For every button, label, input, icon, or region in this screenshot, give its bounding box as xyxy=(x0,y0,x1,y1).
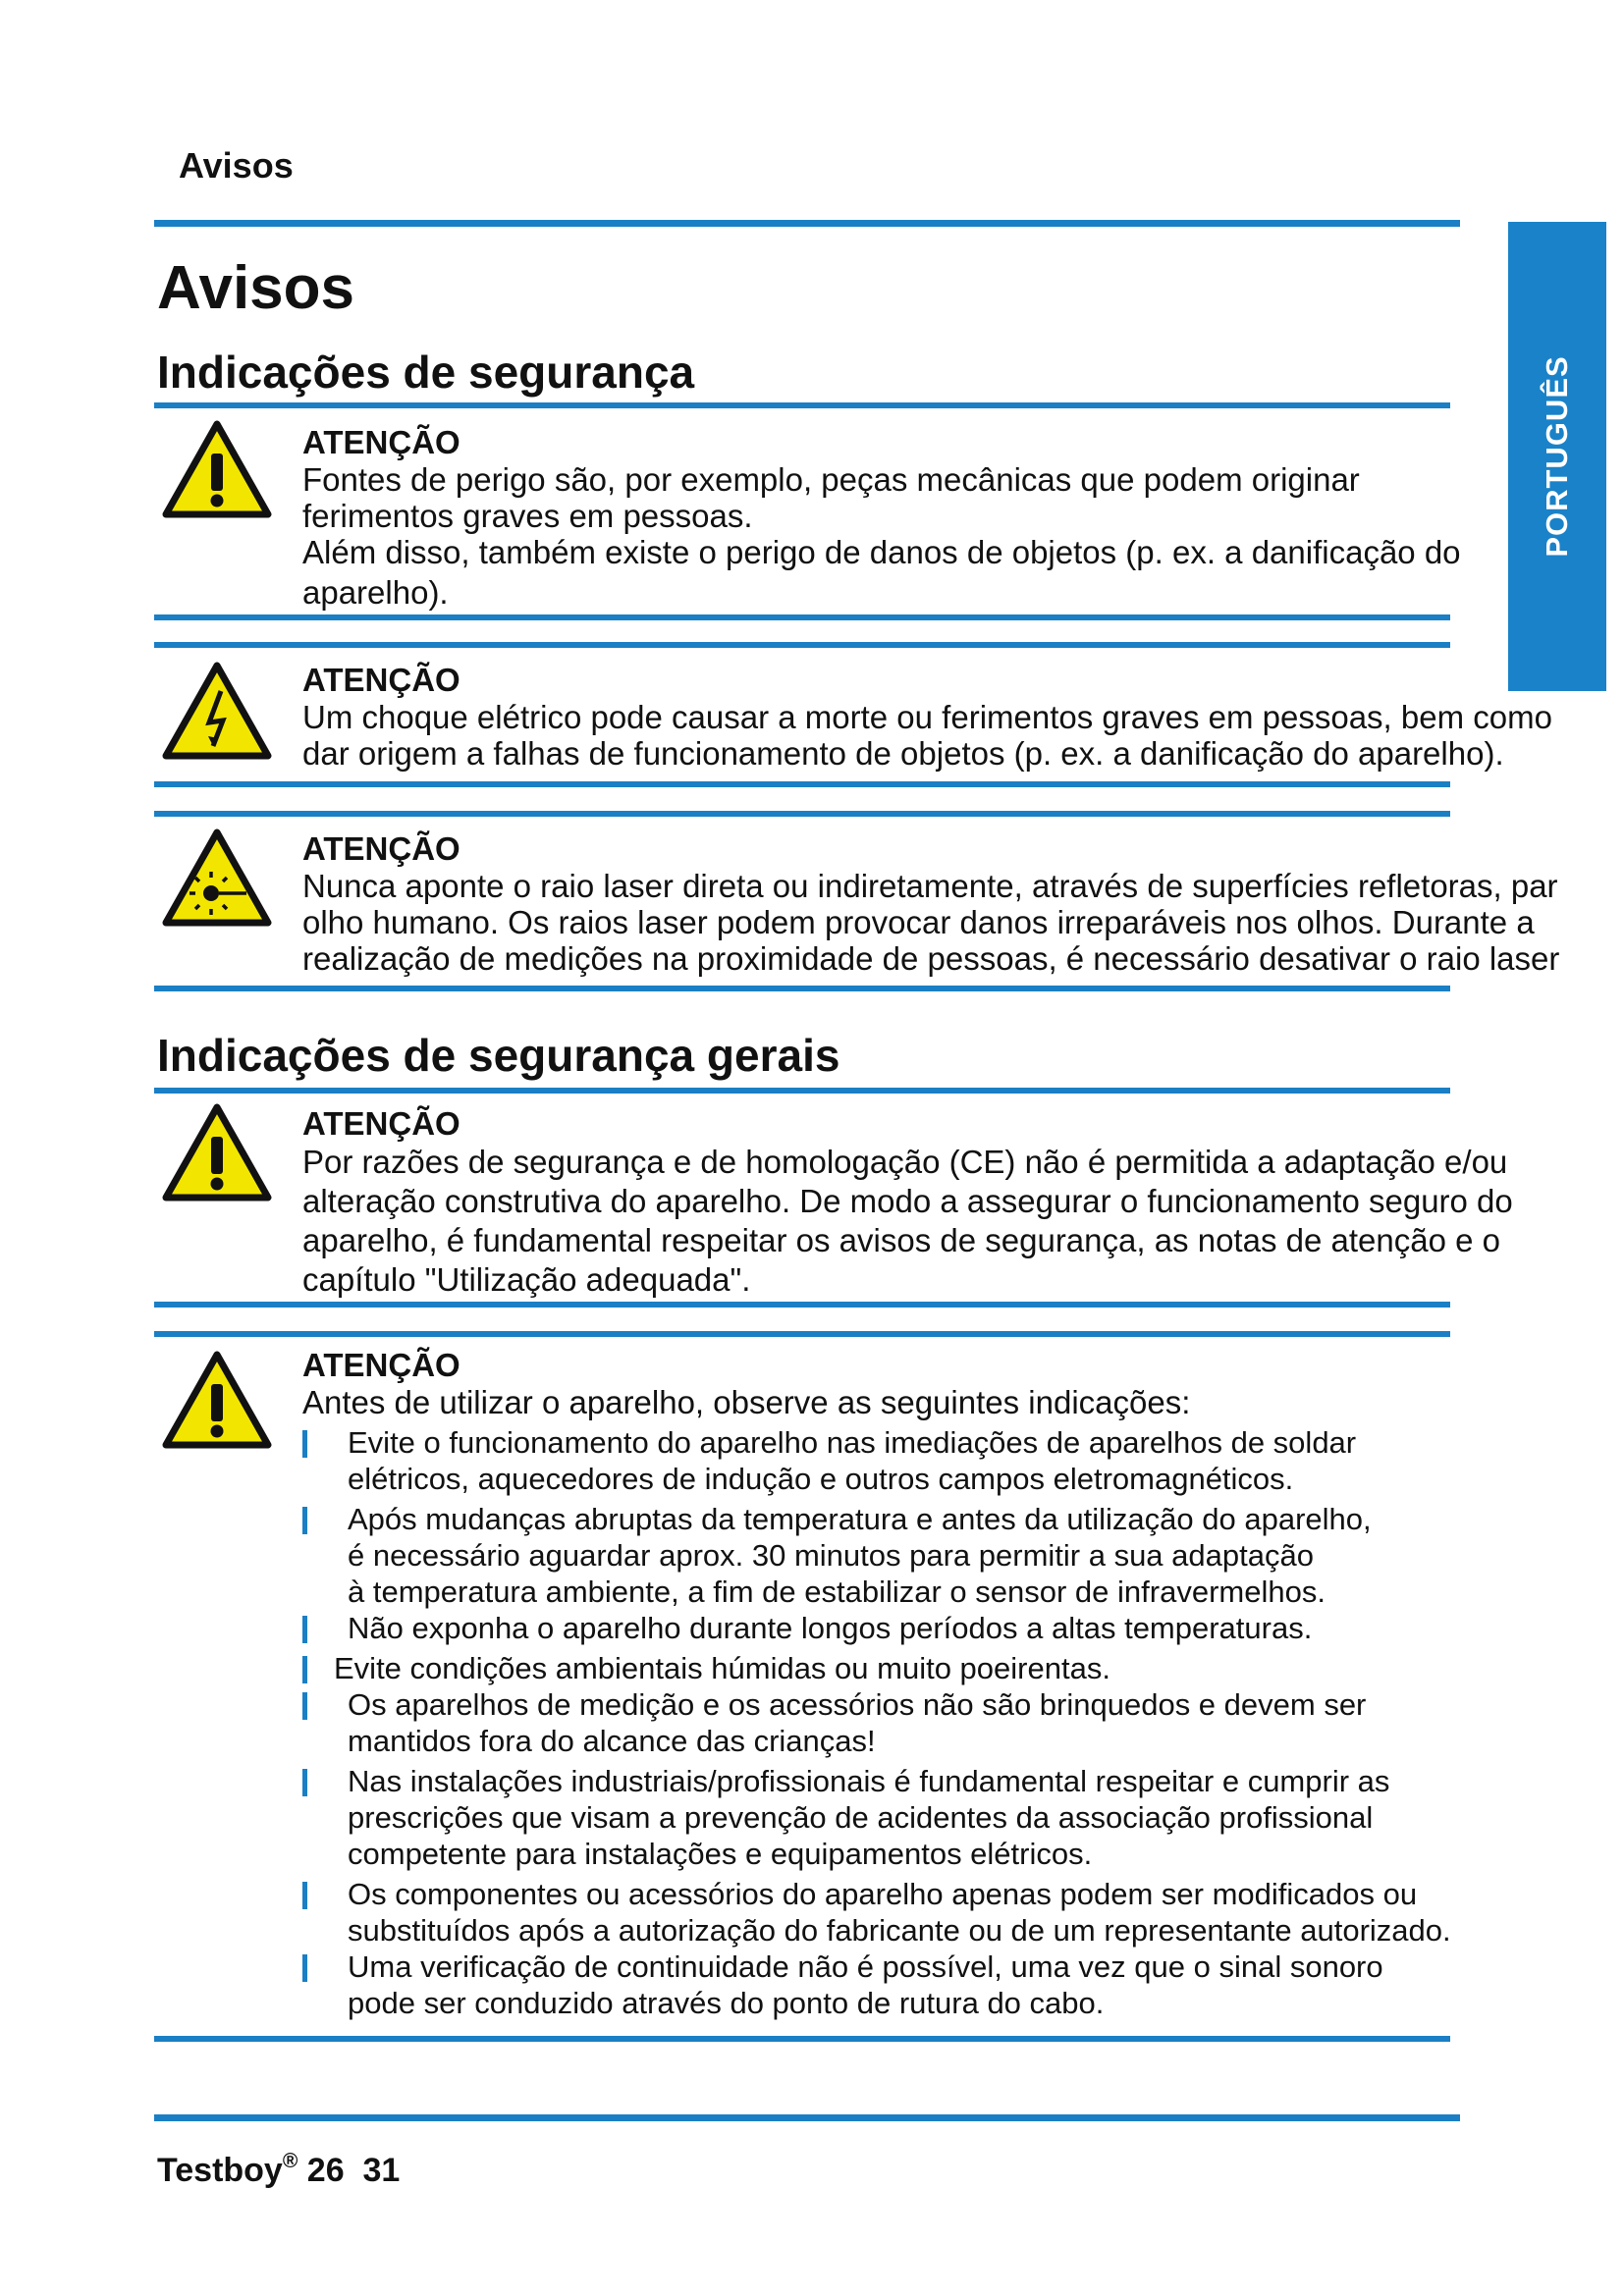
list-item-line: prescrições que visam a prevenção de acidentes da associação profissional xyxy=(348,1800,1374,1835)
list-item-line: mantidos fora do alcance das crianças! xyxy=(348,1724,876,1758)
language-tab-label: PORTUGUÊS xyxy=(1540,355,1574,558)
list-item xyxy=(302,1763,1451,1872)
list-item-line: Uma verificação de continuidade não é possível, uma vez que o sinal sonoro xyxy=(348,1949,1383,1984)
warning-text-line: dar origem a falhas de funcionamento de objetos (p. ex. a danificação do aparelho). xyxy=(302,735,1504,772)
language-tab xyxy=(1508,222,1606,691)
warning-text-line: aparelho, é fundamental respeitar os avisos de segurança, as notas de atenção e o xyxy=(302,1222,1500,1258)
list-item xyxy=(302,1424,1451,1497)
list-item xyxy=(302,1949,1451,2021)
section-title-safety: Indicações de segurança xyxy=(157,347,695,398)
warning-heading: ATENÇÃO xyxy=(302,830,460,867)
list-item xyxy=(302,1610,1451,1646)
warning-text-line: Por razões de segurança e de homologação (CE) não é permitida a adaptação e/ou xyxy=(302,1144,1508,1180)
warning-divider xyxy=(154,986,1450,991)
brand-name: Testboy xyxy=(157,2152,283,2189)
list-item xyxy=(302,1686,1451,1759)
electric-shock-warning-icon xyxy=(162,662,272,762)
header-rule xyxy=(154,220,1460,227)
list-item-line: Evite o funcionamento do aparelho nas imediações de aparelhos de soldar xyxy=(348,1425,1357,1460)
list-item-line: pode ser conduzido através do ponto de rutura do cabo. xyxy=(348,1986,1105,2020)
bullet-bar xyxy=(302,1430,307,1458)
list-item xyxy=(302,1876,1451,1949)
warning-divider xyxy=(154,642,1450,648)
warning-divider xyxy=(154,2036,1450,2042)
warning-heading: ATENÇÃO xyxy=(302,1347,460,1383)
list-item xyxy=(302,1650,1451,1686)
warning-block-electric-shock xyxy=(302,662,1552,772)
warning-divider xyxy=(154,1302,1450,1308)
registered-mark: ® xyxy=(282,2150,298,2172)
list-item-line: Os aparelhos de medição e os acessórios não são brinquedos e devem ser xyxy=(348,1687,1367,1722)
warning-heading: ATENÇÃO xyxy=(302,424,460,460)
list-item-line: substituídos após a autorização do fabricante ou de um representante autorizado. xyxy=(348,1913,1451,1948)
section-rule xyxy=(154,402,1450,408)
warning-divider xyxy=(154,811,1450,817)
footer-brand xyxy=(157,2150,400,2190)
running-header: Avisos xyxy=(179,145,294,186)
bullet-bar xyxy=(302,1954,307,1982)
model-number: 26 31 xyxy=(306,2152,401,2189)
bullet-bar xyxy=(302,1616,307,1643)
warning-heading: ATENÇÃO xyxy=(302,662,460,698)
page-title: Avisos xyxy=(157,254,355,322)
warning-block-laser xyxy=(302,830,1559,977)
section-rule xyxy=(154,1088,1450,1094)
warning-text-line: ferimentos graves em pessoas. xyxy=(302,498,753,534)
bullet-bar xyxy=(302,1882,307,1909)
warning-intro: Antes de utilizar o aparelho, observe as seguintes indicações: xyxy=(302,1384,1191,1420)
list-item-line: elétricos, aquecedores de indução e outros campos eletromagnéticos. xyxy=(348,1462,1294,1496)
list-item xyxy=(302,1501,1451,1610)
warning-divider xyxy=(154,781,1450,787)
warning-divider xyxy=(154,1331,1450,1337)
bullet-bar xyxy=(302,1656,307,1683)
list-item-line: à temperatura ambiente, a fim de estabilizar o sensor de infravermelhos. xyxy=(348,1575,1326,1609)
warning-text-line: alteração construtiva do aparelho. De modo a assegurar o funcionamento seguro do xyxy=(302,1183,1513,1219)
list-item-line: Evite condições ambientais húmidas ou muito poeirentas. xyxy=(334,1651,1110,1685)
general-warning-icon xyxy=(162,420,272,520)
bullet-bar xyxy=(302,1507,307,1534)
list-item-line: competente para instalações e equipamentos elétricos. xyxy=(348,1837,1093,1871)
laser-warning-icon xyxy=(162,828,272,929)
warning-text-line: Além disso, também existe o perigo de danos de objetos (p. ex. a danificação do xyxy=(302,534,1461,570)
footer-rule xyxy=(154,2114,1460,2121)
warning-text-line: realização de medições na proximidade de pessoas, é necessário desativar o raio laser xyxy=(302,940,1560,977)
list-item-line: é necessário aguardar aprox. 30 minutos para permitir a sua adaptação xyxy=(348,1538,1314,1573)
usage-notes-list xyxy=(302,1424,1451,2021)
warning-text-line: Fontes de perigo são, por exemplo, peças mecânicas que podem originar xyxy=(302,461,1360,498)
bullet-bar xyxy=(302,1692,307,1720)
list-item-line: Os componentes ou acessórios do aparelho apenas podem ser modificados ou xyxy=(348,1877,1418,1911)
list-item-line: Nas instalações industriais/profissionais é fundamental respeitar e cumprir as xyxy=(348,1764,1390,1798)
warning-text-line: Nunca aponte o raio laser direta ou indiretamente, através de superfícies refletoras, par xyxy=(302,868,1558,904)
warning-heading: ATENÇÃO xyxy=(302,1105,460,1142)
warning-block-usage-notes xyxy=(302,1347,1451,2021)
general-warning-icon xyxy=(162,1103,272,1203)
section-title-general-safety: Indicações de segurança gerais xyxy=(157,1030,840,1081)
warning-text-line: capítulo "Utilização adequada". xyxy=(302,1261,751,1298)
list-item-line: Não exponha o aparelho durante longos períodos a altas temperaturas. xyxy=(348,1611,1313,1645)
warning-text-line: Um choque elétrico pode causar a morte ou ferimentos graves em pessoas, bem como xyxy=(302,699,1552,735)
warning-block-modification xyxy=(302,1105,1513,1300)
warning-text-line: olho humano. Os raios laser podem provocar danos irreparáveis nos olhos. Durante a xyxy=(302,904,1535,940)
bullet-bar xyxy=(302,1769,307,1796)
warning-divider xyxy=(154,614,1450,620)
warning-block-hazards xyxy=(302,424,1461,611)
list-item-line: Após mudanças abruptas da temperatura e antes da utilização do aparelho, xyxy=(348,1502,1372,1536)
general-warning-icon xyxy=(162,1351,272,1451)
warning-text-line: aparelho). xyxy=(302,574,449,611)
